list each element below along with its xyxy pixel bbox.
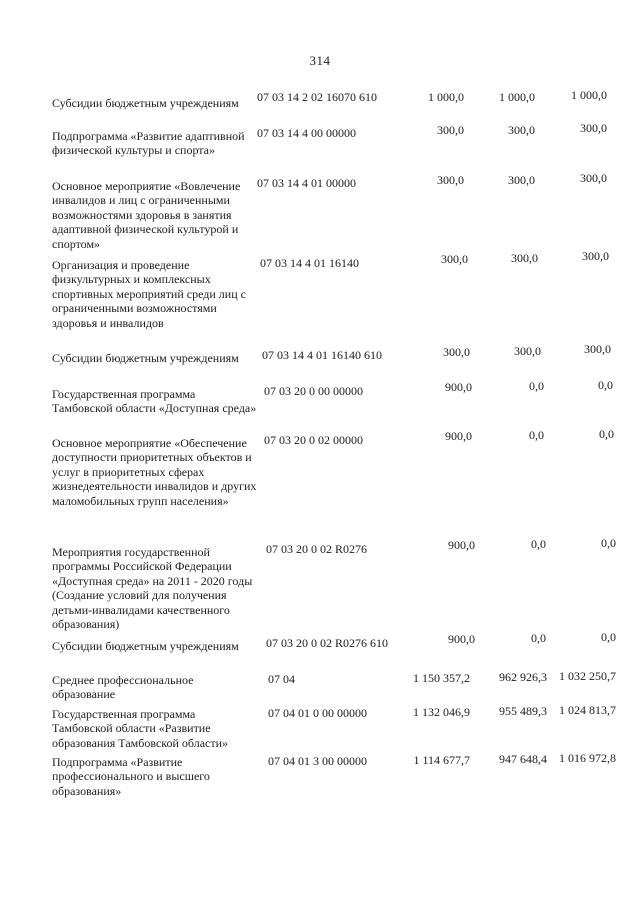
row-code: 07 03 20 0 02 R0276 610 <box>266 636 389 650</box>
row-value-1: 300,0 <box>437 173 464 187</box>
row-name: Основное мероприятие «Обеспечение доступности приоритетных объектов и услуг в приоритетных сферах жизнедеятельности инвалидов и других маломобильных групп населения» <box>52 436 257 508</box>
row-value-2: 0,0 <box>531 631 546 645</box>
row-name: Среднее профессиональное образование <box>52 673 194 702</box>
row-value-1: 900,0 <box>448 538 475 552</box>
row-code: 07 04 01 3 00 00000 <box>268 754 367 768</box>
row-name: Мероприятия государственной программы Российской Федерации «Доступная среда» на 2011 - 2020 годы (Создание условий для получения детьми-инвалидами качественного образования) <box>52 545 253 632</box>
row-value-2: 0,0 <box>529 379 544 393</box>
row-value-3: 300,0 <box>582 249 609 263</box>
row-value-1: 900,0 <box>445 380 472 394</box>
row-code: 07 03 14 2 02 16070 610 <box>257 90 377 104</box>
row-code: 07 03 20 0 00 00000 <box>264 384 363 398</box>
row-value-1: 300,0 <box>441 252 468 266</box>
row-code: 07 04 01 0 00 00000 <box>268 706 367 720</box>
row-name: Подпрограмма «Развитие профессионального и высшего образования» <box>52 755 210 798</box>
row-code: 07 03 20 0 02 R0276 <box>266 542 368 556</box>
row-value-2: 0,0 <box>531 537 546 551</box>
row-value-1: 900,0 <box>448 632 475 646</box>
row-value-3: 1 032 250,7 <box>559 669 616 683</box>
row-value-2: 300,0 <box>514 344 541 358</box>
row-value-2: 300,0 <box>508 173 535 187</box>
row-value-2: 955 489,3 <box>499 704 547 718</box>
row-code: 07 04 <box>268 672 295 686</box>
row-value-3: 1 000,0 <box>571 88 607 102</box>
row-name: Основное мероприятие «Вовлечение инвалидов и лиц с ограниченными возможностями здоровья в занятия адаптивной физической культурой и спортом» <box>52 179 241 251</box>
row-name: Субсидии бюджетным учреждениям <box>52 351 239 365</box>
row-value-3: 300,0 <box>580 171 607 185</box>
row-value-3: 300,0 <box>580 121 607 135</box>
row-value-1: 1 132 046,9 <box>413 705 470 719</box>
row-value-1: 300,0 <box>443 345 470 359</box>
row-value-2: 0,0 <box>529 428 544 442</box>
row-value-3: 0,0 <box>599 427 614 441</box>
row-code: 07 03 14 4 01 16140 <box>260 256 359 270</box>
row-value-1: 1 114 677,7 <box>413 753 470 767</box>
row-value-2: 1 000,0 <box>499 90 535 104</box>
row-code: 07 03 20 0 02 00000 <box>264 433 363 447</box>
row-value-2: 300,0 <box>511 251 538 265</box>
row-name: Государственная программа Тамбовской области «Развитие образования Тамбовской области» <box>52 707 229 750</box>
row-name: Субсидии бюджетным учреждениям <box>52 639 239 653</box>
row-value-1: 300,0 <box>437 123 464 137</box>
row-value-3: 0,0 <box>601 630 616 644</box>
row-value-3: 1 024 813,7 <box>559 703 616 717</box>
row-code: 07 03 14 4 01 16140 610 <box>262 348 382 362</box>
row-code: 07 03 14 4 01 00000 <box>257 176 356 190</box>
row-name: Государственная программа Тамбовской области «Доступная среда» <box>52 387 257 416</box>
row-name: Подпрограмма «Развитие адаптивной физической культуры и спорта» <box>52 129 245 158</box>
page-number: 314 <box>309 53 331 68</box>
row-value-1: 1 150 357,2 <box>413 671 470 685</box>
row-name: Организация и проведение физкультурных и комплексных спортивных мероприятий среди лиц с ограниченными возможностями здоровья и инвалидов <box>52 258 246 330</box>
row-value-2: 962 926,3 <box>499 670 547 684</box>
row-value-2: 300,0 <box>508 123 535 137</box>
row-value-3: 0,0 <box>598 378 613 392</box>
row-value-3: 300,0 <box>584 342 611 356</box>
row-value-1: 900,0 <box>445 429 472 443</box>
row-value-3: 1 016 972,8 <box>559 751 616 765</box>
row-name: Субсидии бюджетным учреждениям <box>52 96 239 110</box>
row-code: 07 03 14 4 00 00000 <box>257 126 356 140</box>
row-value-3: 0,0 <box>601 536 616 550</box>
row-value-1: 1 000,0 <box>428 90 464 104</box>
row-value-2: 947 648,4 <box>499 752 547 766</box>
